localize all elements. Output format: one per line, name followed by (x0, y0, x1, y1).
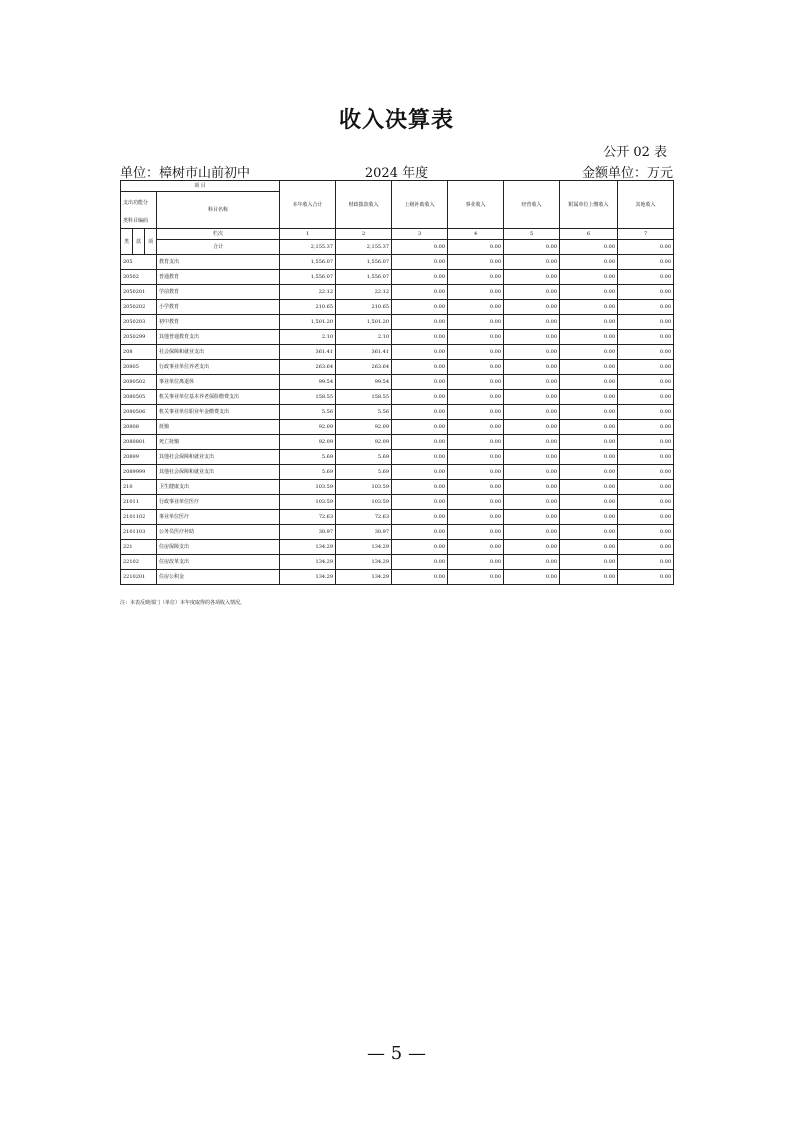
amount-cell: 0.00 (504, 315, 560, 330)
subject-name: 教育支出 (157, 255, 280, 270)
document-title: 收入决算表 (338, 107, 454, 133)
total-value-6: 0.00 (560, 240, 618, 255)
amount-cell: 1,556.07 (280, 270, 336, 285)
subject-code: 21011 (121, 495, 157, 510)
amount-cell: 0.00 (560, 360, 618, 375)
amount-cell: 0.00 (560, 315, 618, 330)
amount-cell: 0.00 (618, 270, 674, 285)
amount-cell: 0.00 (618, 420, 674, 435)
subject-code: 2080502 (121, 375, 157, 390)
subject-name: 行政事业单位养老支出 (157, 360, 280, 375)
amount-cell: 1,501.20 (336, 315, 392, 330)
amount-cell: 0.00 (448, 390, 504, 405)
subject-name: 住房改革支出 (157, 555, 280, 570)
table-row (121, 420, 674, 435)
amount-cell: 5.56 (280, 405, 336, 420)
xiang-header: 项 (145, 229, 157, 255)
amount-cell: 0.00 (618, 525, 674, 540)
amount-cell: 0.00 (392, 525, 448, 540)
total-value-4: 0.00 (448, 240, 504, 255)
header-row-lkx (121, 229, 674, 240)
amount-cell: 0.00 (618, 300, 674, 315)
table-row (121, 435, 674, 450)
amount-cell: 2.10 (280, 330, 336, 345)
amount-cell: 22.12 (280, 285, 336, 300)
amount-cell: 0.00 (504, 405, 560, 420)
unit-info-row (120, 162, 673, 180)
amount-cell: 0.00 (560, 555, 618, 570)
amount-cell: 0.00 (504, 480, 560, 495)
amount-cell: 0.00 (504, 270, 560, 285)
amount-cell: 0.00 (448, 465, 504, 480)
amount-cell: 263.64 (280, 360, 336, 375)
amount-cell: 0.00 (504, 255, 560, 270)
amount-cell: 0.00 (560, 405, 618, 420)
table-row (121, 360, 674, 375)
amount-cell: 0.00 (560, 510, 618, 525)
amount-cell: 0.00 (448, 345, 504, 360)
subject-code: 20502 (121, 270, 157, 285)
subject-code: 205 (121, 255, 157, 270)
amount-cell: 0.00 (618, 510, 674, 525)
amount-cell: 0.00 (448, 540, 504, 555)
amount-cell: 158.55 (280, 390, 336, 405)
amount-cell: 0.00 (618, 450, 674, 465)
table-row (121, 570, 674, 585)
kuan-header: 款 (133, 229, 145, 255)
subject-code: 2101102 (121, 510, 157, 525)
amount-cell: 0.00 (448, 555, 504, 570)
subject-name: 社会保障和就业支出 (157, 345, 280, 360)
amount-cell: 0.00 (560, 525, 618, 540)
table-row (121, 285, 674, 300)
subject-name: 普通教育 (157, 270, 280, 285)
amount-cell: 0.00 (560, 345, 618, 360)
subject-code: 2101103 (121, 525, 157, 540)
amount-cell: 0.00 (448, 270, 504, 285)
amount-cell: 103.59 (280, 480, 336, 495)
col-header-4: 事业收入 (448, 181, 504, 229)
subject-name: 小学教育 (157, 300, 280, 315)
table-row (121, 495, 674, 510)
amount-cell: 0.00 (392, 270, 448, 285)
col-num-2: 2 (336, 229, 392, 240)
subject-name: 机关事业单位职业年金缴费支出 (157, 405, 280, 420)
amount-cell: 103.59 (336, 480, 392, 495)
amount-cell: 0.00 (560, 390, 618, 405)
amount-cell: 361.41 (336, 345, 392, 360)
amount-cell: 0.00 (560, 255, 618, 270)
total-value-5: 0.00 (504, 240, 560, 255)
amount-cell: 158.55 (336, 390, 392, 405)
amount-cell: 72.63 (336, 510, 392, 525)
subject-code: 210 (121, 480, 157, 495)
subject-code: 22102 (121, 555, 157, 570)
amount-cell: 1,556.07 (336, 255, 392, 270)
amount-cell: 5.69 (336, 450, 392, 465)
amount-cell: 0.00 (618, 390, 674, 405)
amount-cell: 0.00 (504, 510, 560, 525)
amount-cell: 92.09 (336, 435, 392, 450)
amount-cell: 0.00 (392, 495, 448, 510)
amount-cell: 0.00 (618, 495, 674, 510)
amount-cell: 5.69 (336, 465, 392, 480)
amount-cell: 2.10 (336, 330, 392, 345)
table-row (121, 450, 674, 465)
amount-cell: 0.00 (448, 375, 504, 390)
amount-cell: 0.00 (392, 420, 448, 435)
amount-cell: 0.00 (392, 360, 448, 375)
amount-cell: 210.65 (336, 300, 392, 315)
amount-cell: 0.00 (504, 375, 560, 390)
amount-cell: 0.00 (504, 540, 560, 555)
amount-cell: 0.00 (618, 465, 674, 480)
amount-cell: 0.00 (392, 300, 448, 315)
amount-cell: 0.00 (618, 435, 674, 450)
subject-code: 2080506 (121, 405, 157, 420)
subject-name: 事业单位离退休 (157, 375, 280, 390)
amount-cell: 0.00 (392, 315, 448, 330)
amount-cell: 0.00 (618, 285, 674, 300)
amount-cell: 103.59 (336, 495, 392, 510)
subject-name: 行政事业单位医疗 (157, 495, 280, 510)
amount-cell: 92.09 (336, 420, 392, 435)
func-class-header: 支出功能分 (121, 192, 157, 215)
amount-cell: 0.00 (448, 405, 504, 420)
subject-name: 初中教育 (157, 315, 280, 330)
amount-cell: 0.00 (618, 570, 674, 585)
amount-cell: 0.00 (618, 360, 674, 375)
unit-name: 单位：樟树市山前初中 (120, 166, 251, 181)
amount-cell: 134.29 (280, 540, 336, 555)
col-header-3: 上级补助收入 (392, 181, 448, 229)
amount-cell: 5.69 (280, 465, 336, 480)
amount-cell: 0.00 (448, 285, 504, 300)
col-header-5: 经营收入 (504, 181, 560, 229)
amount-cell: 0.00 (392, 480, 448, 495)
amount-cell: 0.00 (448, 435, 504, 450)
subject-code: 20808 (121, 420, 157, 435)
row-number-label: 栏次 (157, 229, 280, 240)
table-row (121, 330, 674, 345)
amount-cell: 0.00 (448, 360, 504, 375)
amount-cell: 0.00 (392, 345, 448, 360)
amount-cell: 210.65 (280, 300, 336, 315)
table-row (121, 525, 674, 540)
amount-cell: 99.54 (336, 375, 392, 390)
amount-cell: 0.00 (618, 375, 674, 390)
amount-cell: 0.00 (504, 570, 560, 585)
table-row (121, 465, 674, 480)
col-num-1: 1 (280, 229, 336, 240)
col-header-2: 财政拨款收入 (336, 181, 392, 229)
amount-cell: 0.00 (618, 405, 674, 420)
amount-cell: 0.00 (560, 375, 618, 390)
amount-cell: 0.00 (618, 480, 674, 495)
amount-cell: 0.00 (560, 330, 618, 345)
amount-cell: 0.00 (392, 465, 448, 480)
fiscal-year: 2024 年度 (364, 166, 429, 181)
page-number: — 5 — (367, 1043, 426, 1064)
amount-cell: 0.00 (392, 375, 448, 390)
col-num-3: 3 (392, 229, 448, 240)
amount-cell: 0.00 (560, 465, 618, 480)
col-num-5: 5 (504, 229, 560, 240)
amount-cell: 0.00 (504, 360, 560, 375)
table-row (121, 510, 674, 525)
amount-cell: 134.29 (280, 555, 336, 570)
amount-cell: 0.00 (392, 435, 448, 450)
amount-cell: 1,556.07 (280, 255, 336, 270)
amount-cell: 0.00 (560, 495, 618, 510)
amount-cell: 1,501.20 (280, 315, 336, 330)
subject-code: 208 (121, 345, 157, 360)
total-value-2: 2,155.37 (336, 240, 392, 255)
amount-cell: 5.69 (280, 450, 336, 465)
amount-cell: 0.00 (392, 450, 448, 465)
col-num-7: 7 (618, 229, 674, 240)
amount-cell: 0.00 (560, 285, 618, 300)
class-code-header: 类科目编码 (121, 214, 157, 229)
amount-cell: 0.00 (560, 270, 618, 285)
subject-name: 抚恤 (157, 420, 280, 435)
amount-cell: 0.00 (448, 315, 504, 330)
col-header-7: 其他收入 (618, 181, 674, 229)
subject-code: 2050203 (121, 315, 157, 330)
subject-code: 20805 (121, 360, 157, 375)
amount-cell: 0.00 (392, 510, 448, 525)
amount-cell: 0.00 (448, 300, 504, 315)
amount-cell: 134.29 (280, 570, 336, 585)
header-row-project (121, 181, 674, 192)
subject-name: 其他普通教育支出 (157, 330, 280, 345)
total-value-3: 0.00 (392, 240, 448, 255)
form-number: 公开 02 表 (603, 145, 667, 160)
table-row (121, 300, 674, 315)
amount-cell: 0.00 (504, 495, 560, 510)
amount-cell: 0.00 (618, 345, 674, 360)
amount-cell: 0.00 (448, 495, 504, 510)
amount-cell: 0.00 (392, 570, 448, 585)
amount-cell: 0.00 (504, 555, 560, 570)
amount-cell: 92.09 (280, 420, 336, 435)
amount-cell: 0.00 (560, 450, 618, 465)
amount-cell: 0.00 (448, 570, 504, 585)
subject-name: 事业单位医疗 (157, 510, 280, 525)
table-row (121, 345, 674, 360)
subject-code: 2089999 (121, 465, 157, 480)
table-row (121, 405, 674, 420)
amount-cell: 361.41 (280, 345, 336, 360)
amount-unit: 金额单位：万元 (581, 166, 673, 181)
amount-cell: 0.00 (504, 465, 560, 480)
subject-name: 学前教育 (157, 285, 280, 300)
amount-cell: 0.00 (392, 405, 448, 420)
amount-cell: 263.64 (336, 360, 392, 375)
amount-cell: 0.00 (504, 345, 560, 360)
amount-cell: 1,556.07 (336, 270, 392, 285)
amount-cell: 0.00 (504, 525, 560, 540)
amount-cell: 103.59 (280, 495, 336, 510)
amount-cell: 0.00 (448, 525, 504, 540)
amount-cell: 0.00 (392, 285, 448, 300)
table-row (121, 540, 674, 555)
table-row (121, 555, 674, 570)
amount-cell: 72.63 (280, 510, 336, 525)
amount-cell: 0.00 (560, 570, 618, 585)
subject-name: 其他社会保障和就业支出 (157, 465, 280, 480)
amount-cell: 0.00 (560, 540, 618, 555)
amount-cell: 0.00 (560, 435, 618, 450)
subject-name: 卫生健康支出 (157, 480, 280, 495)
total-value-7: 0.00 (618, 240, 674, 255)
subject-name: 死亡抚恤 (157, 435, 280, 450)
amount-cell: 99.54 (280, 375, 336, 390)
subject-name: 住房保障支出 (157, 540, 280, 555)
total-value-1: 2,155.37 (280, 240, 336, 255)
amount-cell: 0.00 (392, 255, 448, 270)
table-row (121, 255, 674, 270)
amount-cell: 5.56 (336, 405, 392, 420)
amount-cell: 0.00 (392, 555, 448, 570)
amount-cell: 134.29 (336, 540, 392, 555)
table-row (121, 270, 674, 285)
income-table-wrapper (120, 180, 673, 585)
amount-cell: 0.00 (392, 390, 448, 405)
amount-cell: 0.00 (504, 435, 560, 450)
subject-code: 2080801 (121, 435, 157, 450)
subject-code: 2050201 (121, 285, 157, 300)
amount-cell: 30.97 (336, 525, 392, 540)
subject-name: 住房公积金 (157, 570, 280, 585)
amount-cell: 0.00 (448, 420, 504, 435)
amount-cell: 0.00 (618, 540, 674, 555)
subject-code: 2050202 (121, 300, 157, 315)
amount-cell: 0.00 (504, 390, 560, 405)
amount-cell: 22.12 (336, 285, 392, 300)
amount-cell: 0.00 (618, 555, 674, 570)
table-row (121, 375, 674, 390)
table-row (121, 480, 674, 495)
amount-cell: 0.00 (618, 330, 674, 345)
amount-cell: 0.00 (448, 255, 504, 270)
subject-code: 20899 (121, 450, 157, 465)
amount-cell: 0.00 (448, 450, 504, 465)
amount-cell: 0.00 (448, 510, 504, 525)
col-header-1: 本年收入合计 (280, 181, 336, 229)
amount-cell: 0.00 (504, 300, 560, 315)
lei-header: 类 (121, 229, 133, 255)
subject-name: 公务员医疗补助 (157, 525, 280, 540)
amount-cell: 0.00 (504, 420, 560, 435)
col-num-4: 4 (448, 229, 504, 240)
project-header: 项 目 (121, 181, 280, 192)
table-row (121, 315, 674, 330)
amount-cell: 0.00 (560, 300, 618, 315)
subject-name: 其他社会保障和就业支出 (157, 450, 280, 465)
total-label: 合计 (157, 240, 280, 255)
amount-cell: 0.00 (504, 450, 560, 465)
subject-name-header: 科目名称 (157, 192, 280, 229)
amount-cell: 0.00 (448, 330, 504, 345)
amount-cell: 30.97 (280, 525, 336, 540)
table-row (121, 390, 674, 405)
amount-cell: 0.00 (618, 315, 674, 330)
amount-cell: 0.00 (618, 255, 674, 270)
col-num-6: 6 (560, 229, 618, 240)
amount-cell: 134.29 (336, 570, 392, 585)
subject-name: 机关事业单位基本养老保险缴费支出 (157, 390, 280, 405)
amount-cell: 0.00 (504, 285, 560, 300)
amount-cell: 0.00 (392, 330, 448, 345)
total-row (121, 240, 674, 255)
amount-cell: 134.29 (336, 555, 392, 570)
amount-cell: 0.00 (504, 330, 560, 345)
table-note: 注：本表反映部门（单位）本年度取得的各项收入情况。 (120, 600, 246, 606)
col-header-6: 附属单位上缴收入 (560, 181, 618, 229)
amount-cell: 92.09 (280, 435, 336, 450)
subject-code: 2210201 (121, 570, 157, 585)
amount-cell: 0.00 (560, 480, 618, 495)
subject-code: 2080505 (121, 390, 157, 405)
income-table (120, 180, 674, 585)
amount-cell: 0.00 (392, 540, 448, 555)
subject-code: 2050299 (121, 330, 157, 345)
amount-cell: 0.00 (560, 420, 618, 435)
amount-cell: 0.00 (448, 480, 504, 495)
subject-code: 221 (121, 540, 157, 555)
